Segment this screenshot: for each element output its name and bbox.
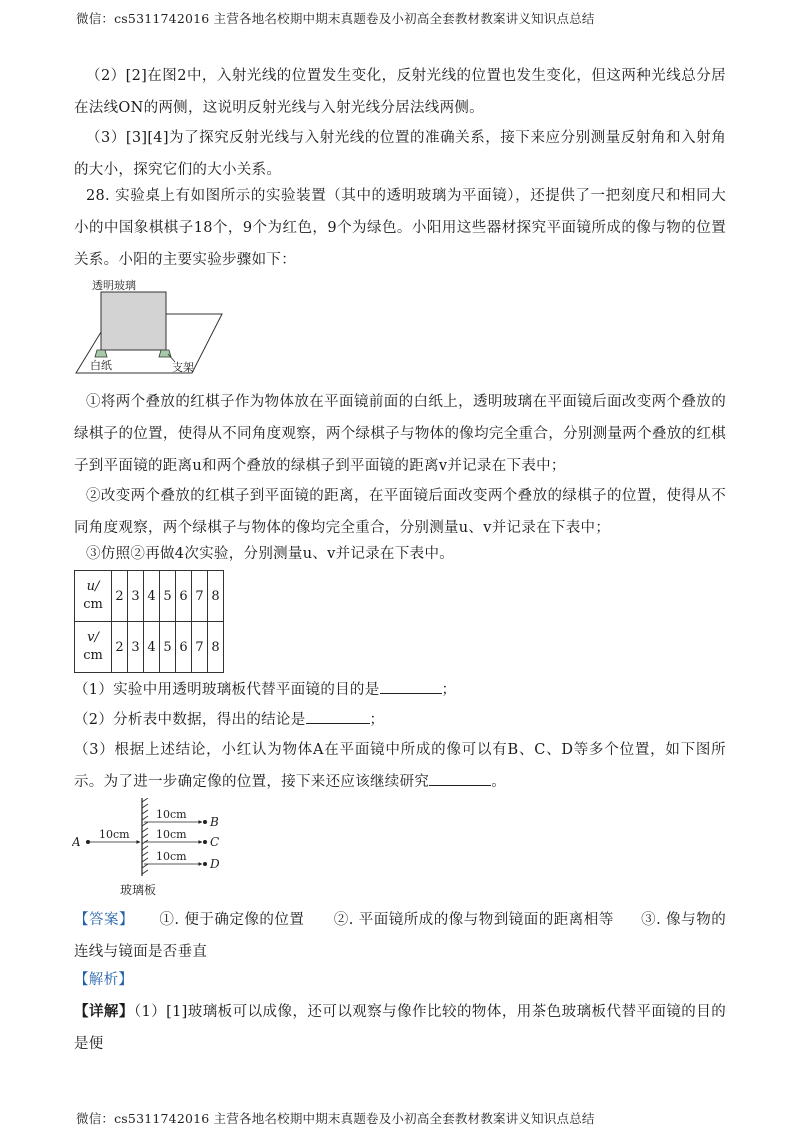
row-label-u: u/ cm [75, 571, 112, 622]
point-b [203, 820, 207, 824]
glass-pane [101, 292, 166, 350]
row-label-v: v/ cm [75, 622, 112, 673]
table-cell: 5 [160, 571, 176, 622]
label-c: C [210, 835, 220, 849]
answer-blank-1[interactable] [380, 679, 442, 694]
table-cell: 4 [144, 622, 160, 673]
stand-left [95, 350, 107, 357]
step-2: ②改变两个叠放的红棋子到平面镜的距离，在平面镜后面改变两个叠放的绿棋子的位置，使得从不同角度观察，两个绿棋子与物体的像均完全重合，分别测量u、v并记录在下表中； [74, 488, 726, 536]
answer-tag: 【答案】 [74, 912, 135, 928]
table-cell: 5 [160, 622, 176, 673]
table-cell: 8 [208, 571, 224, 622]
table-cell: 4 [144, 571, 160, 622]
question-intro: 28. 实验桌上有如图所示的实验装置（其中的透明玻璃为平面镜），还提供了一把刻度尺和相同大小的中国象棋棋子18个，9个为红色，9个为绿色。小阳用这些器材探究平面镜所成的像与物的位置关系。小阳的主要实验步骤如下： [74, 188, 726, 268]
mirror-position-figure [72, 798, 242, 902]
glass-label: 透明玻璃 [92, 279, 136, 292]
detail-tag: 【详解】 [74, 1003, 134, 1020]
table-cell: 2 [112, 571, 128, 622]
dist-c-label: 10cm [156, 828, 187, 841]
paper-label: 白纸 [90, 359, 112, 372]
point-c [203, 840, 207, 844]
answer-blank-2[interactable] [306, 709, 370, 724]
table-cell: 3 [128, 622, 144, 673]
page-header: 微信：cs5311742016 主营各地名校期中期末真题卷及小初高全套教材教案讲义知识点总结 [76, 11, 595, 26]
answer-1: ①. 便于确定像的位置 [159, 912, 305, 928]
label-a: A [72, 835, 81, 849]
label-d: D [210, 857, 220, 871]
sub-question-1: （1）实验中用透明玻璃板代替平面镜的目的是 ； [74, 674, 726, 706]
label-b: B [210, 815, 219, 829]
analysis-section [74, 964, 726, 996]
table-cell: 6 [176, 571, 192, 622]
answer-section [74, 904, 726, 968]
table-cell: 3 [128, 571, 144, 622]
answer-3: ③. 像与物的连线与镜面是否垂直 [74, 912, 726, 960]
dist-b-label: 10cm [156, 808, 187, 821]
table-cell: 6 [176, 622, 192, 673]
answer-2: ②. 平面镜所成的像与物到镜面的距离相等 [333, 912, 614, 928]
table-cell: 7 [192, 571, 208, 622]
dist-a-label: 10cm [99, 828, 130, 841]
prev-answer-part3: （3）[3][4]为了探究反射光线与入射光线的位置的准确关系，接下来应分别测量反射角和入射角的大小，探究它们的大小关系。 [74, 130, 726, 178]
table-row-u [75, 571, 224, 622]
prev-answer-part2: （2）[2]在图2中，入射光线的位置发生变化，反射光线的位置也发生变化，但这两种光线总分居在法线ON的两侧，这说明反射光线与入射光线分居法线两侧。 [74, 68, 726, 116]
table-cell: 8 [208, 622, 224, 673]
apparatus-figure [72, 278, 232, 378]
answer-blank-3[interactable] [429, 771, 491, 786]
detail-text: （1）[1]玻璃板可以成像，还可以观察与像作比较的物体，用茶色玻璃板代替平面镜的目的是便 [74, 1004, 726, 1052]
analysis-tag: 【解析】 [74, 972, 134, 988]
table-cell: 2 [112, 622, 128, 673]
page-footer: 微信：cs5311742016 主营各地名校期中期末真题卷及小初高全套教材教案讲义知识点总结 [76, 1111, 595, 1126]
mirror-label: 玻璃板 [120, 883, 157, 897]
step-1: ①将两个叠放的红棋子作为物体放在平面镜前面的白纸上，透明玻璃在平面镜后面改变两个叠放的绿棋子的位置，使得从不同角度观察，两个绿棋子与物体的像均完全重合，分别测量两个叠放的红棋子到平面镜的距离u和两个叠放的绿棋子到平面镜的距离v并记录在下表中； [74, 394, 726, 474]
table-row-v [75, 622, 224, 673]
dist-d-label: 10cm [156, 850, 187, 863]
point-a [86, 840, 90, 844]
sub-question-3: （3）根据上述结论，小红认为物体A在平面镜中所成的像可以有B、C、D等多个位置，如下图所示。为了进一步确定像的位置，接下来还应该继续研究 。 [74, 742, 726, 790]
sub-question-2: （2）分析表中数据，得出的结论是 ； [74, 704, 726, 736]
table-cell: 7 [192, 622, 208, 673]
stand-label: 支架 [172, 361, 194, 374]
data-table [74, 570, 224, 673]
point-d [203, 862, 207, 866]
detail-section [74, 996, 726, 1060]
step-3: ③仿照②再做4次实验，分别测量u、v并记录在下表中。 [86, 546, 455, 562]
